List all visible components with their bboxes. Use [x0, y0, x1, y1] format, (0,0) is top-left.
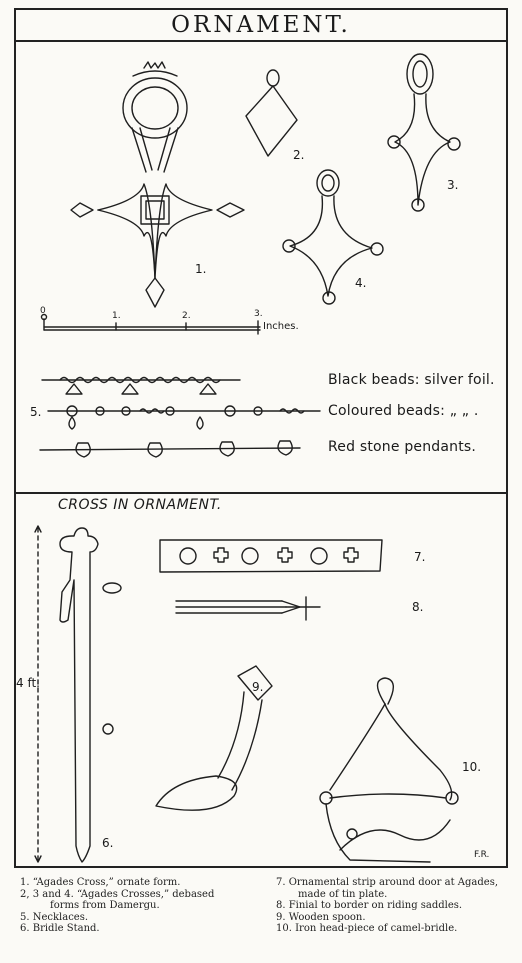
- height-label: 4 ft.: [16, 676, 40, 690]
- scale-tick-2: 2.: [182, 311, 191, 321]
- figure-label-1: 1.: [195, 262, 207, 276]
- caption-9: 9. Wooden spoon.: [276, 911, 366, 923]
- necklace-black-beads: [42, 378, 240, 395]
- necklace-coloured-beads: [48, 406, 320, 429]
- caption-right: [276, 877, 498, 935]
- figure-label-10: 10.: [462, 760, 482, 774]
- inch-scale-bar: [42, 315, 261, 335]
- bridle-stand: [35, 526, 121, 862]
- figure-label-2: 2.: [293, 148, 305, 162]
- figure-label-9: 9.: [252, 680, 264, 694]
- caption-1: 1. “Agades Cross,” ornate form.: [20, 877, 181, 888]
- necklace-label-red: Red stone pendants.: [328, 439, 477, 455]
- figure-label-8: 8.: [412, 600, 424, 614]
- scale-tick-0: 0: [40, 306, 46, 316]
- caption-10: 10. Iron head-piece of camel-bridle.: [276, 923, 458, 934]
- caption-2-4: 2, 3 and 4. “Agades Crosses,” debased: [20, 888, 215, 900]
- agades-cross-ornate: [71, 62, 244, 307]
- artist-signature: F.R.: [474, 850, 490, 860]
- necklace-red-stones: [40, 441, 300, 457]
- ornamental-strip: [160, 540, 382, 572]
- figure-label-6: 6.: [102, 836, 114, 850]
- scale-unit: Inches.: [263, 321, 299, 332]
- caption-6: 6. Bridle Stand.: [20, 923, 100, 934]
- figure-label-5: 5.: [30, 405, 42, 419]
- caption-2-4-cont: forms from Damergu.: [50, 900, 160, 911]
- diamond-pendant: [246, 70, 297, 156]
- scale-tick-1: 1.: [112, 311, 121, 321]
- caption-5: 5. Necklaces.: [20, 911, 89, 923]
- caption-7-cont: made of tin plate.: [298, 888, 388, 900]
- caption-7: 7. Ornamental strip around door at Agades,: [276, 877, 499, 888]
- debased-cross-b: [283, 170, 383, 304]
- camel-bridle-headpiece: [320, 678, 458, 862]
- necklace-label-coloured: Coloured beads: „ „ .: [328, 403, 479, 419]
- figure-label-7: 7.: [414, 550, 426, 564]
- caption-8: 8. Finial to border on riding saddles.: [276, 900, 463, 911]
- section-title-cross: CROSS IN ORNAMENT.: [58, 497, 222, 513]
- figure-label-3: 3.: [447, 178, 459, 192]
- figure-label-4: 4.: [355, 276, 367, 290]
- necklace-label-black: Black beads: silver foil.: [328, 372, 495, 388]
- plate-title: ORNAMENT.: [171, 12, 351, 38]
- caption-left: [20, 877, 214, 935]
- saddle-finial: [176, 597, 320, 620]
- scale-tick-3: 3.: [254, 309, 263, 319]
